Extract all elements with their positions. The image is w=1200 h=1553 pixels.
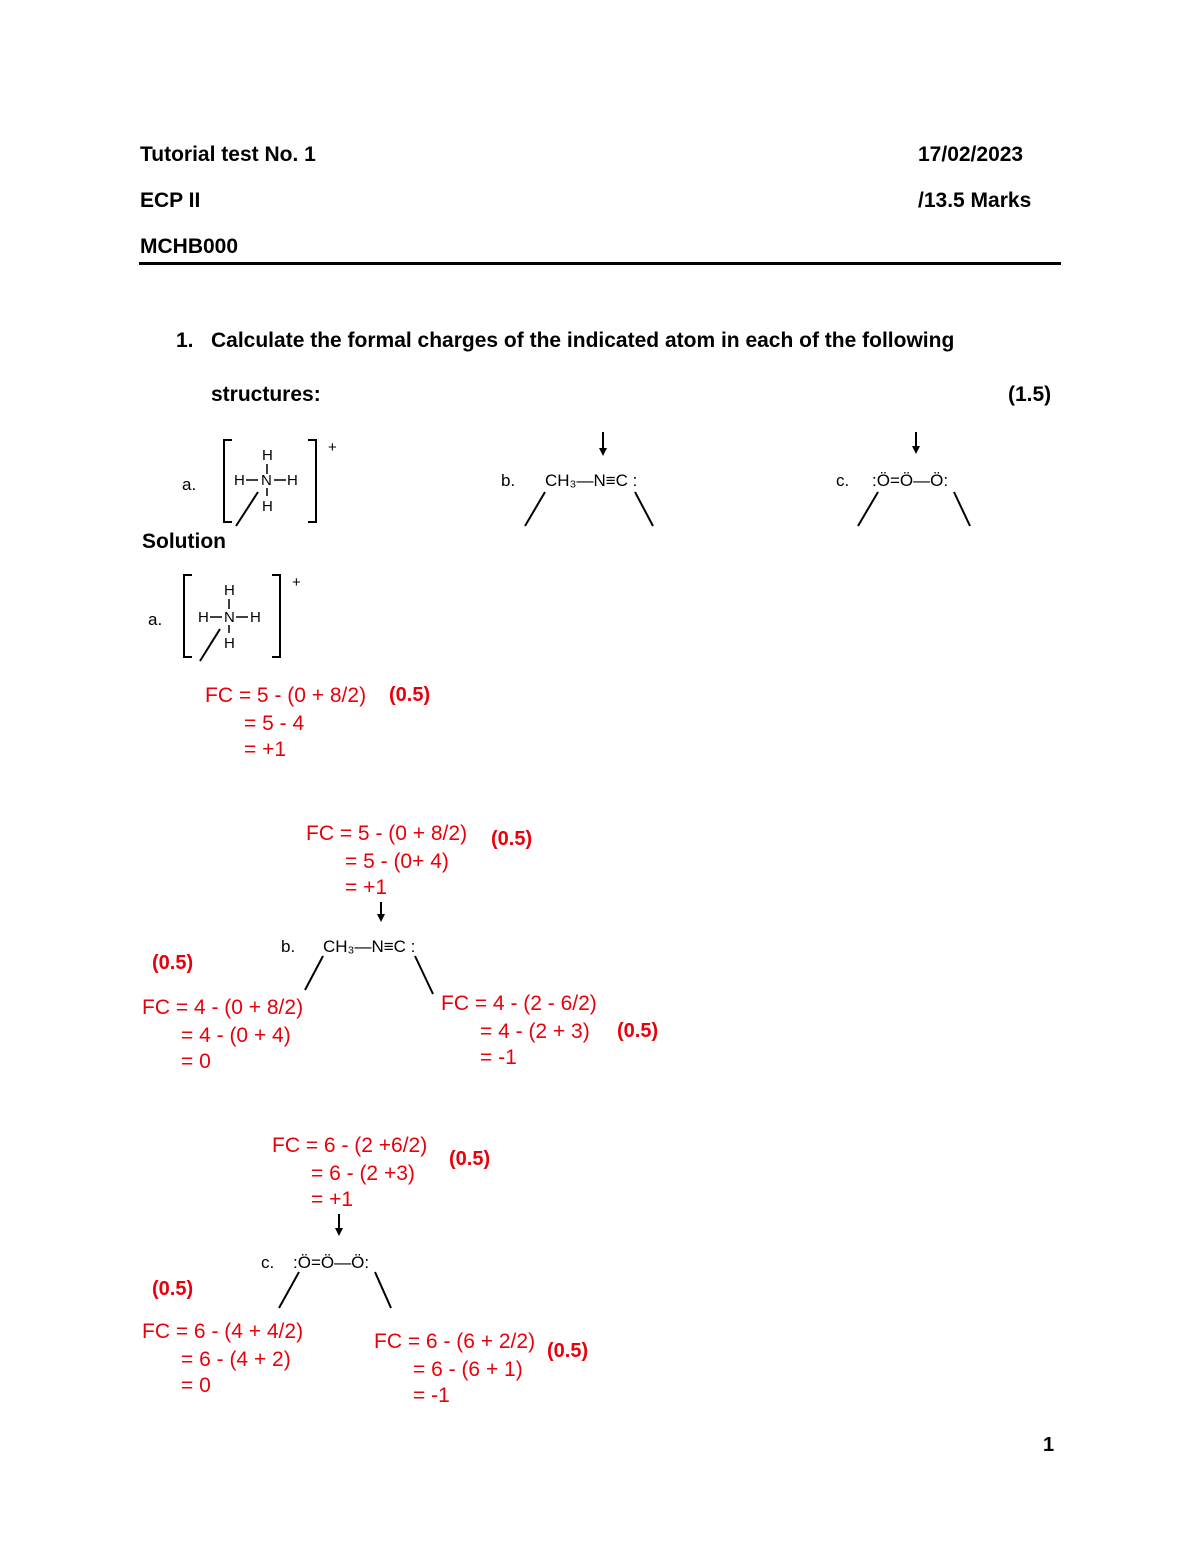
structure-b-methyl-isocyanide [495,430,670,530]
test-title: Tutorial test No. 1 [140,143,316,166]
svg-text::Ö=Ö—Ö:: :Ö=Ö—Ö: [293,1253,370,1272]
sol-b-left-line3: = 0 [181,1050,211,1073]
question-text-line2: structures: [211,383,321,406]
structure-label-c: c. [836,471,850,490]
svg-text:H: H [262,447,273,464]
sol-c-top-line3: = +1 [311,1188,354,1211]
structure-c-ozone [830,430,980,530]
solution-label: Solution [142,530,226,553]
sol-b-left-line1: FC = 4 - (0 + 8/2) [142,996,304,1019]
test-date: 17/02/2023 [918,143,1024,166]
svg-text:+: + [328,439,337,456]
sol-c-top-line2: = 6 - (2 +3) [311,1162,415,1185]
sol-b-top-line1: FC = 5 - (0 + 8/2) [306,822,468,845]
svg-text:H: H [198,609,209,626]
sol-a-line2: = 5 - 4 [244,712,305,735]
structure-a-ammonium [170,430,360,530]
svg-text:H: H [262,498,273,515]
svg-text:H: H [224,635,235,652]
header-divider [139,262,1061,265]
solution-structure-a [140,565,330,665]
sol-b-right-line1: FC = 4 - (2 - 6/2) [441,992,597,1015]
sol-b-top-line2: = 5 - (0+ 4) [345,850,449,873]
svg-text:N: N [261,472,272,489]
sol-b-right-line3: = -1 [480,1046,517,1069]
svg-text:c.: c. [261,1253,275,1272]
svg-text:N: N [224,609,235,626]
sol-b-right-line2: = 4 - (2 + 3) [480,1020,590,1043]
question-text-line1: Calculate the formal charges of the indicated atom in each of the following [211,329,955,352]
sol-c-right-line1: FC = 6 - (6 + 2/2) [374,1330,536,1353]
sol-a-line3: = +1 [244,738,287,761]
formula-c: :Ö=Ö—Ö: [872,471,949,490]
sol-c-left-line2: = 6 - (4 + 2) [181,1348,291,1371]
subject: ECP II [140,189,201,212]
sol-c-right-line2: = 6 - (6 + 1) [413,1358,523,1381]
sol-c-right-mark: (0.5) [547,1340,589,1362]
svg-text:H: H [224,582,235,599]
sol-c-right-line3: = -1 [413,1384,450,1407]
page-number: 1 [1043,1434,1055,1456]
svg-text:+: + [292,574,301,591]
structure-label-a: a. [182,475,197,494]
question-number: 1. [176,329,194,352]
formula-b: CH₃—N≡C : [545,471,638,490]
indicator-arrow [236,492,258,526]
sol-c-left-line3: = 0 [181,1374,211,1397]
sol-a-line1: FC = 5 - (0 + 8/2) [205,684,367,707]
total-marks: /13.5 Marks [918,189,1032,212]
sol-b-left-line2: = 4 - (0 + 4) [181,1024,291,1047]
svg-text:H: H [250,609,261,626]
svg-text:CH₃—N≡C :: CH₃—N≡C : [323,937,416,956]
sol-b-top-mark: (0.5) [491,828,533,850]
solution-structure-c [255,1210,405,1310]
svg-text:H: H [287,472,298,489]
solution-structure-b [275,900,450,1000]
sol-b-top-line3: = +1 [345,876,388,899]
sol-a-mark: (0.5) [389,684,431,706]
svg-text:b.: b. [281,937,296,956]
sol-c-top-mark: (0.5) [449,1148,491,1170]
sol-c-left-line1: FC = 6 - (4 + 4/2) [142,1320,304,1343]
svg-text:a.: a. [148,610,163,629]
question-marks: (1.5) [1008,383,1052,406]
sol-b-left-mark: (0.5) [152,952,194,974]
sol-c-top-line1: FC = 6 - (2 +6/2) [272,1134,428,1157]
svg-text:H: H [234,472,245,489]
structure-label-b: b. [501,471,516,490]
module-code: MCHB000 [140,235,239,258]
sol-c-left-mark: (0.5) [152,1278,194,1300]
sol-b-right-mark: (0.5) [617,1020,659,1042]
